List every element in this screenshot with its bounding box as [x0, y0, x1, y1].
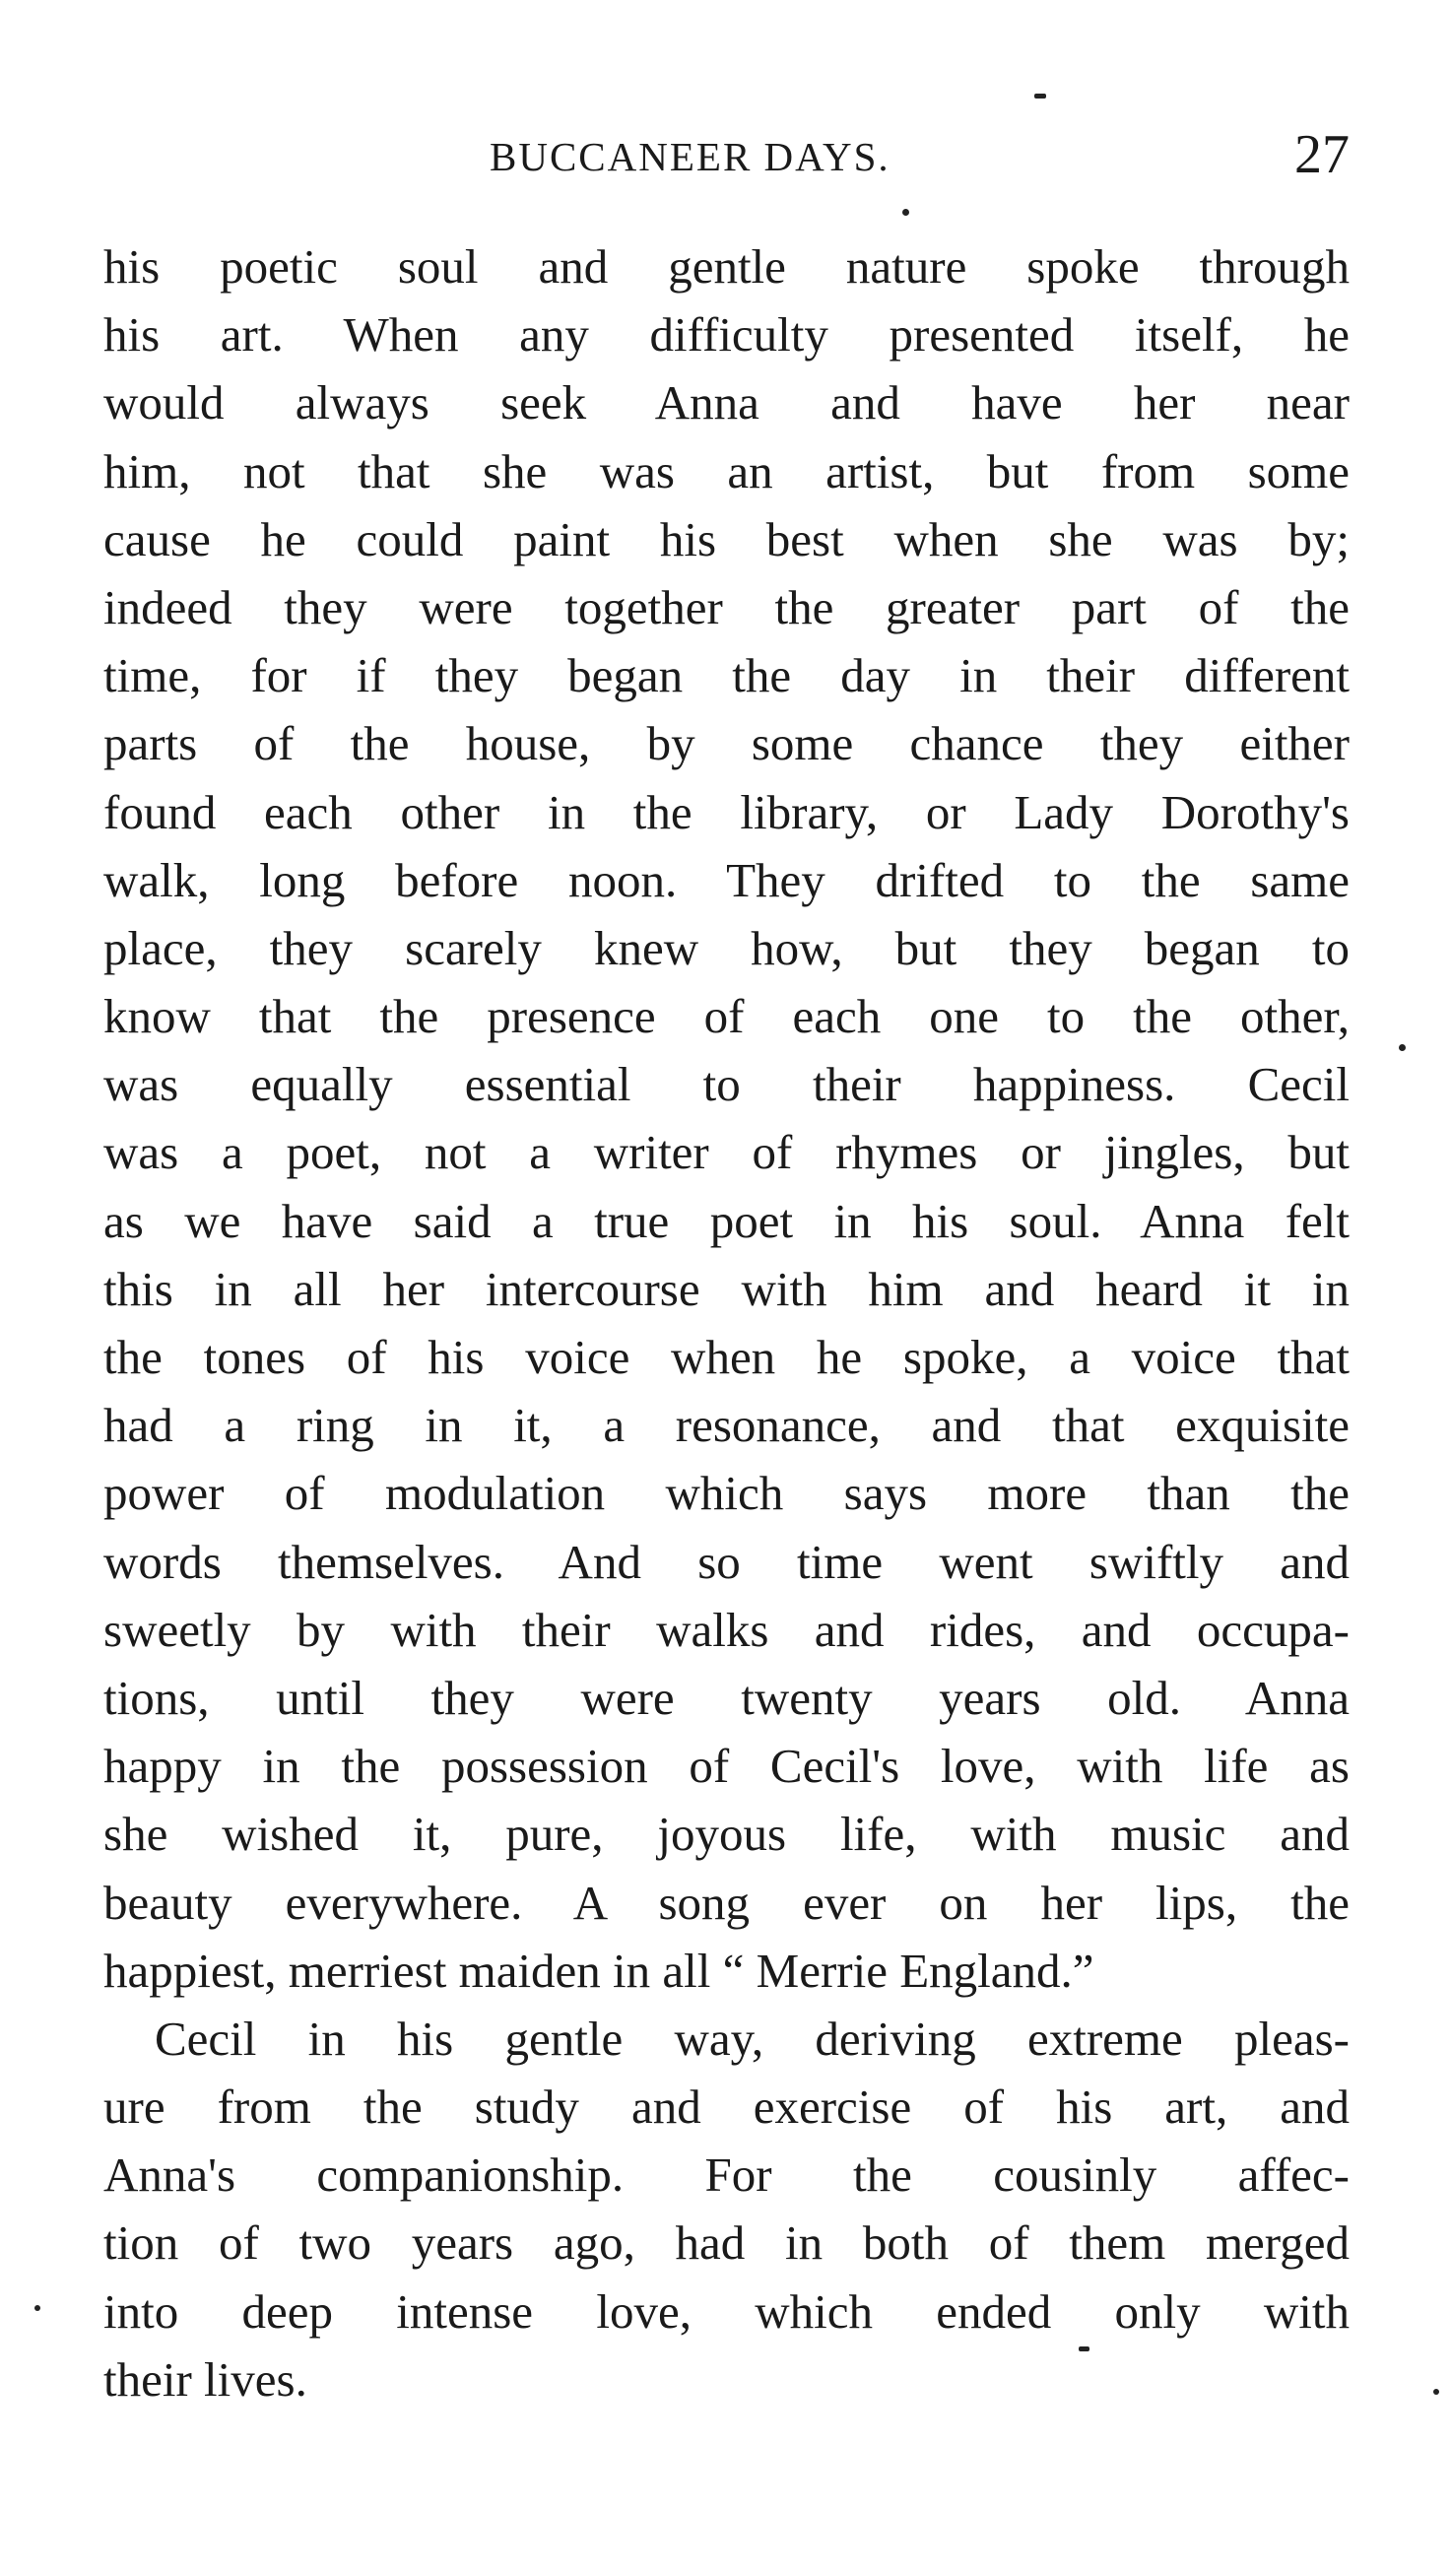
paragraph-1 [103, 232, 1350, 2005]
text-line: ure from the study and exercise of his art, and [103, 2080, 1350, 2135]
text-line: found each other in the library, or Lady Dorothy's [103, 784, 1350, 839]
text-line: place, they scarely knew how, but they began to [103, 920, 1350, 975]
text-line: their lives. [103, 2351, 307, 2407]
text-line: walk, long before noon. They drifted to the same [103, 852, 1350, 907]
text-line: his art. When any difficulty presented itself, he [103, 307, 1350, 363]
print-speck [1433, 2389, 1439, 2395]
text-line: power of modulation which says more than the [103, 1466, 1350, 1521]
running-head [103, 123, 1350, 192]
text-line: would always seek Anna and have her near [103, 375, 1350, 430]
text-line: beauty everywhere. A song ever on her lips, the [103, 1875, 1350, 1930]
body-text [103, 232, 1350, 2413]
text-line: indeed they were together the greater part of the [103, 579, 1350, 634]
page-number: 27 [1294, 124, 1350, 185]
running-head-title: BUCCANEER DAYS. [490, 134, 890, 179]
text-line: parts of the house, by some chance they either [103, 716, 1350, 771]
text-line: him, not that she was an artist, but from some [103, 443, 1350, 498]
text-line: the tones of his voice when he spoke, a voice that [103, 1330, 1350, 1384]
text-line: happy in the possession of Cecil's love, with life as [103, 1739, 1350, 1794]
text-line: Cecil in his gentle way, deriving extreme pleas- [155, 2011, 1350, 2066]
text-line: as we have said a true poet in his soul. Anna felt [103, 1193, 1350, 1248]
text-line: happiest, merriest maiden in all “ Merrie England.” [103, 1943, 1094, 1998]
print-speck [34, 2305, 40, 2311]
text-line: sweetly by with their walks and rides, and occupa- [103, 1602, 1350, 1657]
print-speck [1034, 94, 1046, 99]
text-line: Anna's companionship. For the cousinly affec- [103, 2147, 1350, 2203]
text-line: words themselves. And so time went swiftly and [103, 1534, 1350, 1589]
text-line: tions, until they were twenty years old. Anna [103, 1670, 1350, 1725]
text-line: time, for if they began the day in their different [103, 648, 1350, 703]
text-line: she wished it, pure, joyous life, with music and [103, 1807, 1350, 1862]
text-line: into deep intense love, which ended only with [103, 2283, 1350, 2339]
text-line: know that the presence of each one to the other, [103, 989, 1350, 1044]
text-line: his poetic soul and gentle nature spoke through [103, 239, 1350, 294]
text-line: was a poet, not a writer of rhymes or jingles, but [103, 1125, 1350, 1180]
paragraph-2 [103, 2005, 1350, 2413]
text-line: had a ring in it, a resonance, and that exquisite [103, 1398, 1350, 1453]
print-speck [1399, 1044, 1406, 1051]
text-line: this in all her intercourse with him and heard it in [103, 1261, 1350, 1316]
text-line: cause he could paint his best when she was by; [103, 511, 1350, 566]
text-line: was equally essential to their happiness. Cecil [103, 1057, 1350, 1112]
text-line: tion of two years ago, had in both of them merged [103, 2215, 1350, 2271]
print-speck [902, 209, 909, 216]
print-speck [1079, 2346, 1089, 2351]
